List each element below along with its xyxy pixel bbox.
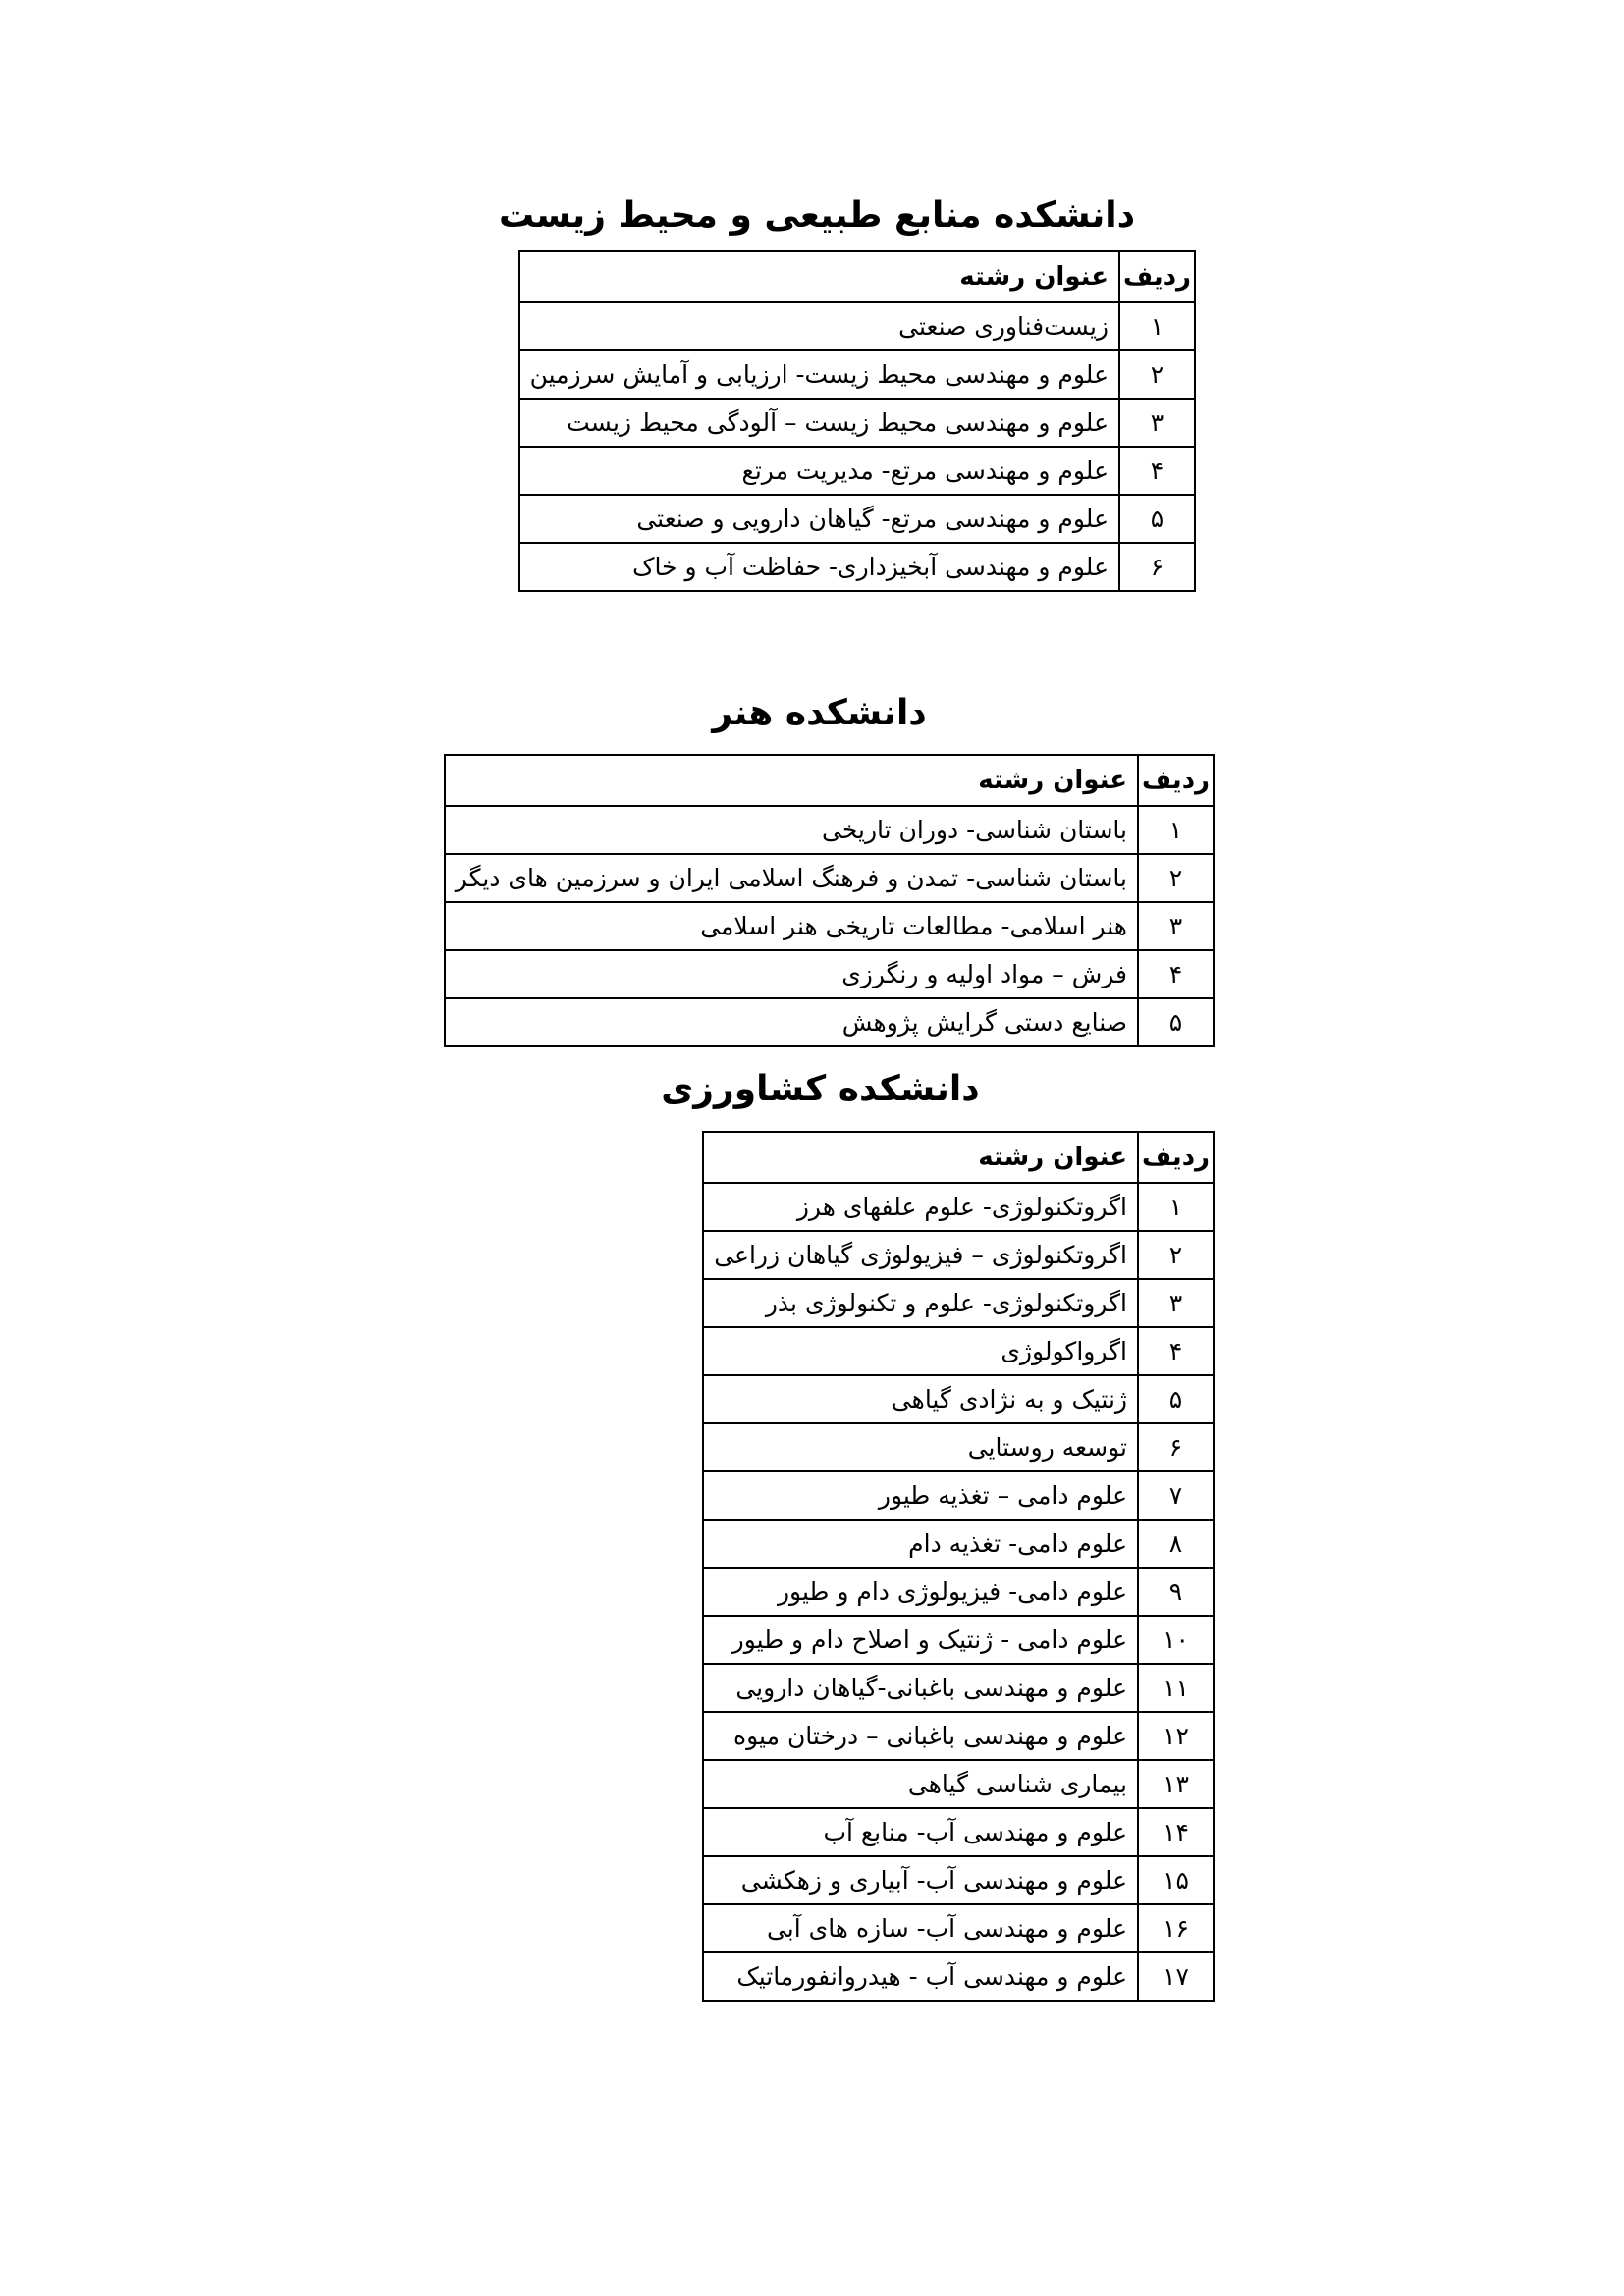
row-number: ۱۳ [1138,1760,1214,1808]
table-row [703,1375,1214,1423]
row-number: ۱ [1138,806,1214,854]
table-row [519,495,1195,543]
table-header-row [445,755,1214,806]
row-number: ۷ [1138,1471,1214,1520]
table-row [445,854,1214,902]
program-title: علوم و مهندسی آب- سازه های آبی [703,1904,1138,1952]
table-row [445,950,1214,998]
header-program-title: عنوان رشته [445,755,1138,806]
table-row [519,399,1195,447]
programs-table [518,250,1196,592]
table-row [519,350,1195,399]
table-row [703,1952,1214,2001]
row-number: ۲ [1138,1231,1214,1279]
program-title: علوم دامی- تغذیه دام [703,1520,1138,1568]
table-header-row [519,251,1195,302]
program-title: صنایع دستی گرایش پژوهش [445,998,1138,1046]
table-row [703,1183,1214,1231]
row-number: ۱ [1119,302,1195,350]
table-row [703,1616,1214,1664]
table-row [445,902,1214,950]
faculty-heading: دانشکده هنر [712,693,927,733]
program-title: علوم و مهندسی مرتع- گیاهان دارویی و صنعتی [519,495,1119,543]
header-row-number: ردیف [1119,251,1195,302]
program-title: علوم و مهندسی مرتع- مدیریت مرتع [519,447,1119,495]
row-number: ۴ [1138,950,1214,998]
header-program-title: عنوان رشته [519,251,1119,302]
table-row [519,447,1195,495]
row-number: ۴ [1119,447,1195,495]
program-title: باستان شناسی- تمدن و فرهنگ اسلامی ایران و سرزمین های دیگر [445,854,1138,902]
programs-table [444,754,1215,1047]
table-body [519,302,1195,591]
program-title: ژنتیک و به نژادی گیاهی [703,1375,1138,1423]
table-row [703,1231,1214,1279]
table-body [703,1183,1214,2001]
row-number: ۱۶ [1138,1904,1214,1952]
program-title: علوم و مهندسی آب- منابع آب [703,1808,1138,1856]
program-title: علوم و مهندسی آب- آبیاری و زهکشی [703,1856,1138,1904]
table-row [703,1904,1214,1952]
row-number: ۶ [1119,543,1195,591]
table-row [703,1423,1214,1471]
row-number: ۹ [1138,1568,1214,1616]
program-title: علوم دامی- فیزیولوژی دام و طیور [703,1568,1138,1616]
faculty-heading: دانشکده منابع طبیعی و محیط زیست [498,195,1136,236]
table-row [703,1327,1214,1375]
row-number: ۱ [1138,1183,1214,1231]
row-number: ۳ [1119,399,1195,447]
header-row-number: ردیف [1138,1132,1214,1183]
table-row [703,1471,1214,1520]
row-number: ۱۴ [1138,1808,1214,1856]
table-row [703,1712,1214,1760]
table-row [445,998,1214,1046]
row-number: ۸ [1138,1520,1214,1568]
program-title: فرش – مواد اولیه و رنگرزی [445,950,1138,998]
row-number: ۱۰ [1138,1616,1214,1664]
table-row [703,1760,1214,1808]
program-title: اگروتکنولوژی – فیزیولوژی گیاهان زراعی [703,1231,1138,1279]
row-number: ۶ [1138,1423,1214,1471]
row-number: ۱۲ [1138,1712,1214,1760]
table-row [703,1520,1214,1568]
table-row [445,806,1214,854]
program-title: علوم دامی - ژنتیک و اصلاح دام و طیور [703,1616,1138,1664]
row-number: ۳ [1138,1279,1214,1327]
program-title: علوم و مهندسی آبخیزداری- حفاظت آب و خاک [519,543,1119,591]
table-row [519,302,1195,350]
program-title: علوم و مهندسی آب - هیدروانفورماتیک [703,1952,1138,2001]
table-row [703,1279,1214,1327]
program-title: زیست‌فناوری صنعتی [519,302,1119,350]
row-number: ۲ [1119,350,1195,399]
table-header-row [703,1132,1214,1183]
program-title: توسعه روستایی [703,1423,1138,1471]
header-program-title: عنوان رشته [703,1132,1138,1183]
program-title: علوم دامی – تغذیه طیور [703,1471,1138,1520]
row-number: ۳ [1138,902,1214,950]
row-number: ۱۵ [1138,1856,1214,1904]
row-number: ۱۷ [1138,1952,1214,2001]
faculty-heading: دانشکده کشاورزی [661,1069,980,1109]
table-row [703,1808,1214,1856]
program-title: باستان شناسی- دوران تاریخی [445,806,1138,854]
program-title: علوم و مهندسی محیط زیست- ارزیابی و آمایش سرزمین [519,350,1119,399]
table-body [445,806,1214,1046]
program-title: اگروتکنولوژی- علوم و تکنولوژی بذر [703,1279,1138,1327]
table-row [703,1568,1214,1616]
header-row-number: ردیف [1138,755,1214,806]
row-number: ۲ [1138,854,1214,902]
row-number: ۵ [1138,1375,1214,1423]
row-number: ۴ [1138,1327,1214,1375]
program-title: علوم و مهندسی باغبانی-گیاهان دارویی [703,1664,1138,1712]
row-number: ۵ [1119,495,1195,543]
row-number: ۱۱ [1138,1664,1214,1712]
program-title: علوم و مهندسی محیط زیست – آلودگی محیط زیست [519,399,1119,447]
row-number: ۵ [1138,998,1214,1046]
program-title: علوم و مهندسی باغبانی – درختان میوه [703,1712,1138,1760]
table-row [519,543,1195,591]
program-title: اگروتکنولوژی- علوم علفهای هرز [703,1183,1138,1231]
program-title: بیماری شناسی گیاهی [703,1760,1138,1808]
program-title: اگرواکولوژی [703,1327,1138,1375]
table-row [703,1664,1214,1712]
table-row [703,1856,1214,1904]
program-title: هنر اسلامی- مطالعات تاریخی هنر اسلامی [445,902,1138,950]
programs-table [702,1131,1215,2002]
